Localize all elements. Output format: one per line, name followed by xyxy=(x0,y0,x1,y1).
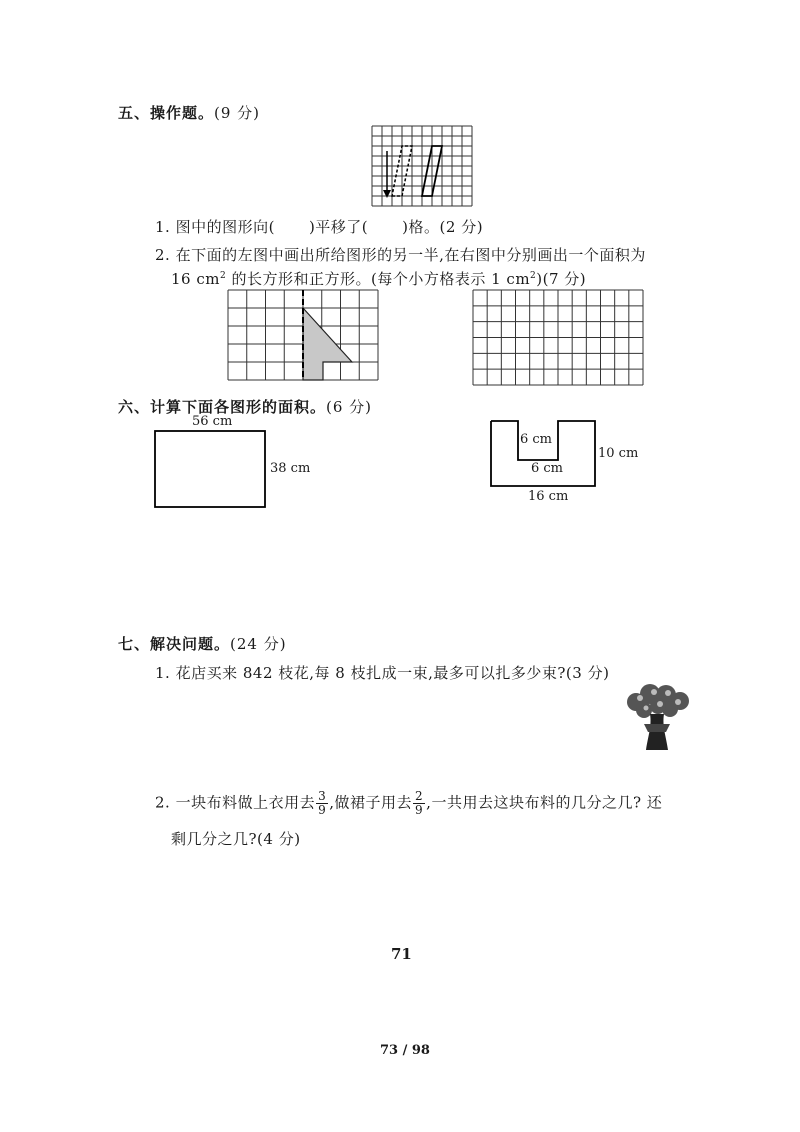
page-counter: 73 / 98 xyxy=(380,1043,430,1058)
rectangle-height-label: 38 cm xyxy=(270,461,311,476)
u-shape-figure xyxy=(490,420,596,488)
u-shape-inner-depth-label: 6 cm xyxy=(520,432,553,447)
fraction-two-ninths: $\frac{2}{9}$ xyxy=(415,789,424,817)
section-7-heading: 七、解决问题。(24 分) xyxy=(118,635,287,653)
section-7-question-2-line-2: 剩几分之几?(4 分) xyxy=(171,830,301,848)
drawing-grid xyxy=(473,290,643,385)
u-shape-height-label: 10 cm xyxy=(598,446,639,461)
fraction-three-ninths: $\frac{3}{9}$ xyxy=(318,789,327,817)
rectangle-width-label: 56 cm xyxy=(192,414,233,429)
section-5-question-2-line-1: 2. 在下面的左图中画出所给图形的另一半,在右图中分别画出一个面积为 xyxy=(155,246,646,264)
section-7-question-1: 1. 花店买来 842 枝花,每 8 枝扎成一束,最多可以扎多少束?(3 分) xyxy=(155,664,610,682)
translation-grid-figure xyxy=(372,126,472,206)
section-6-heading: 六、计算下面各图形的面积。(6 分) xyxy=(118,398,373,416)
page-number: 71 xyxy=(391,945,412,963)
section-7-question-2-line-1: 2. 一块布料做上衣用去 $\frac{3}{9}$ ,做裙子用去 $\frac{2}{9}$ ,一共用去这块布料的几分之几? 还 xyxy=(155,789,663,817)
u-shape-width-label: 16 cm xyxy=(528,489,569,504)
section-5-question-1: 1. 图中的图形向( )平移了( )格。(2 分) xyxy=(155,218,484,236)
section-5-heading: 五、操作题。(9 分) xyxy=(118,104,261,122)
u-shape-inner-width-label: 6 cm xyxy=(531,461,564,476)
symmetry-grid xyxy=(228,290,378,380)
rectangle-figure xyxy=(154,430,266,508)
section-5-question-2-line-2: 16 $cm^2$ 的长方形和正方形。(每个小方格表示 1 $cm^2)(7$ 分) xyxy=(171,270,587,288)
flower-bouquet-illustration xyxy=(622,684,694,754)
